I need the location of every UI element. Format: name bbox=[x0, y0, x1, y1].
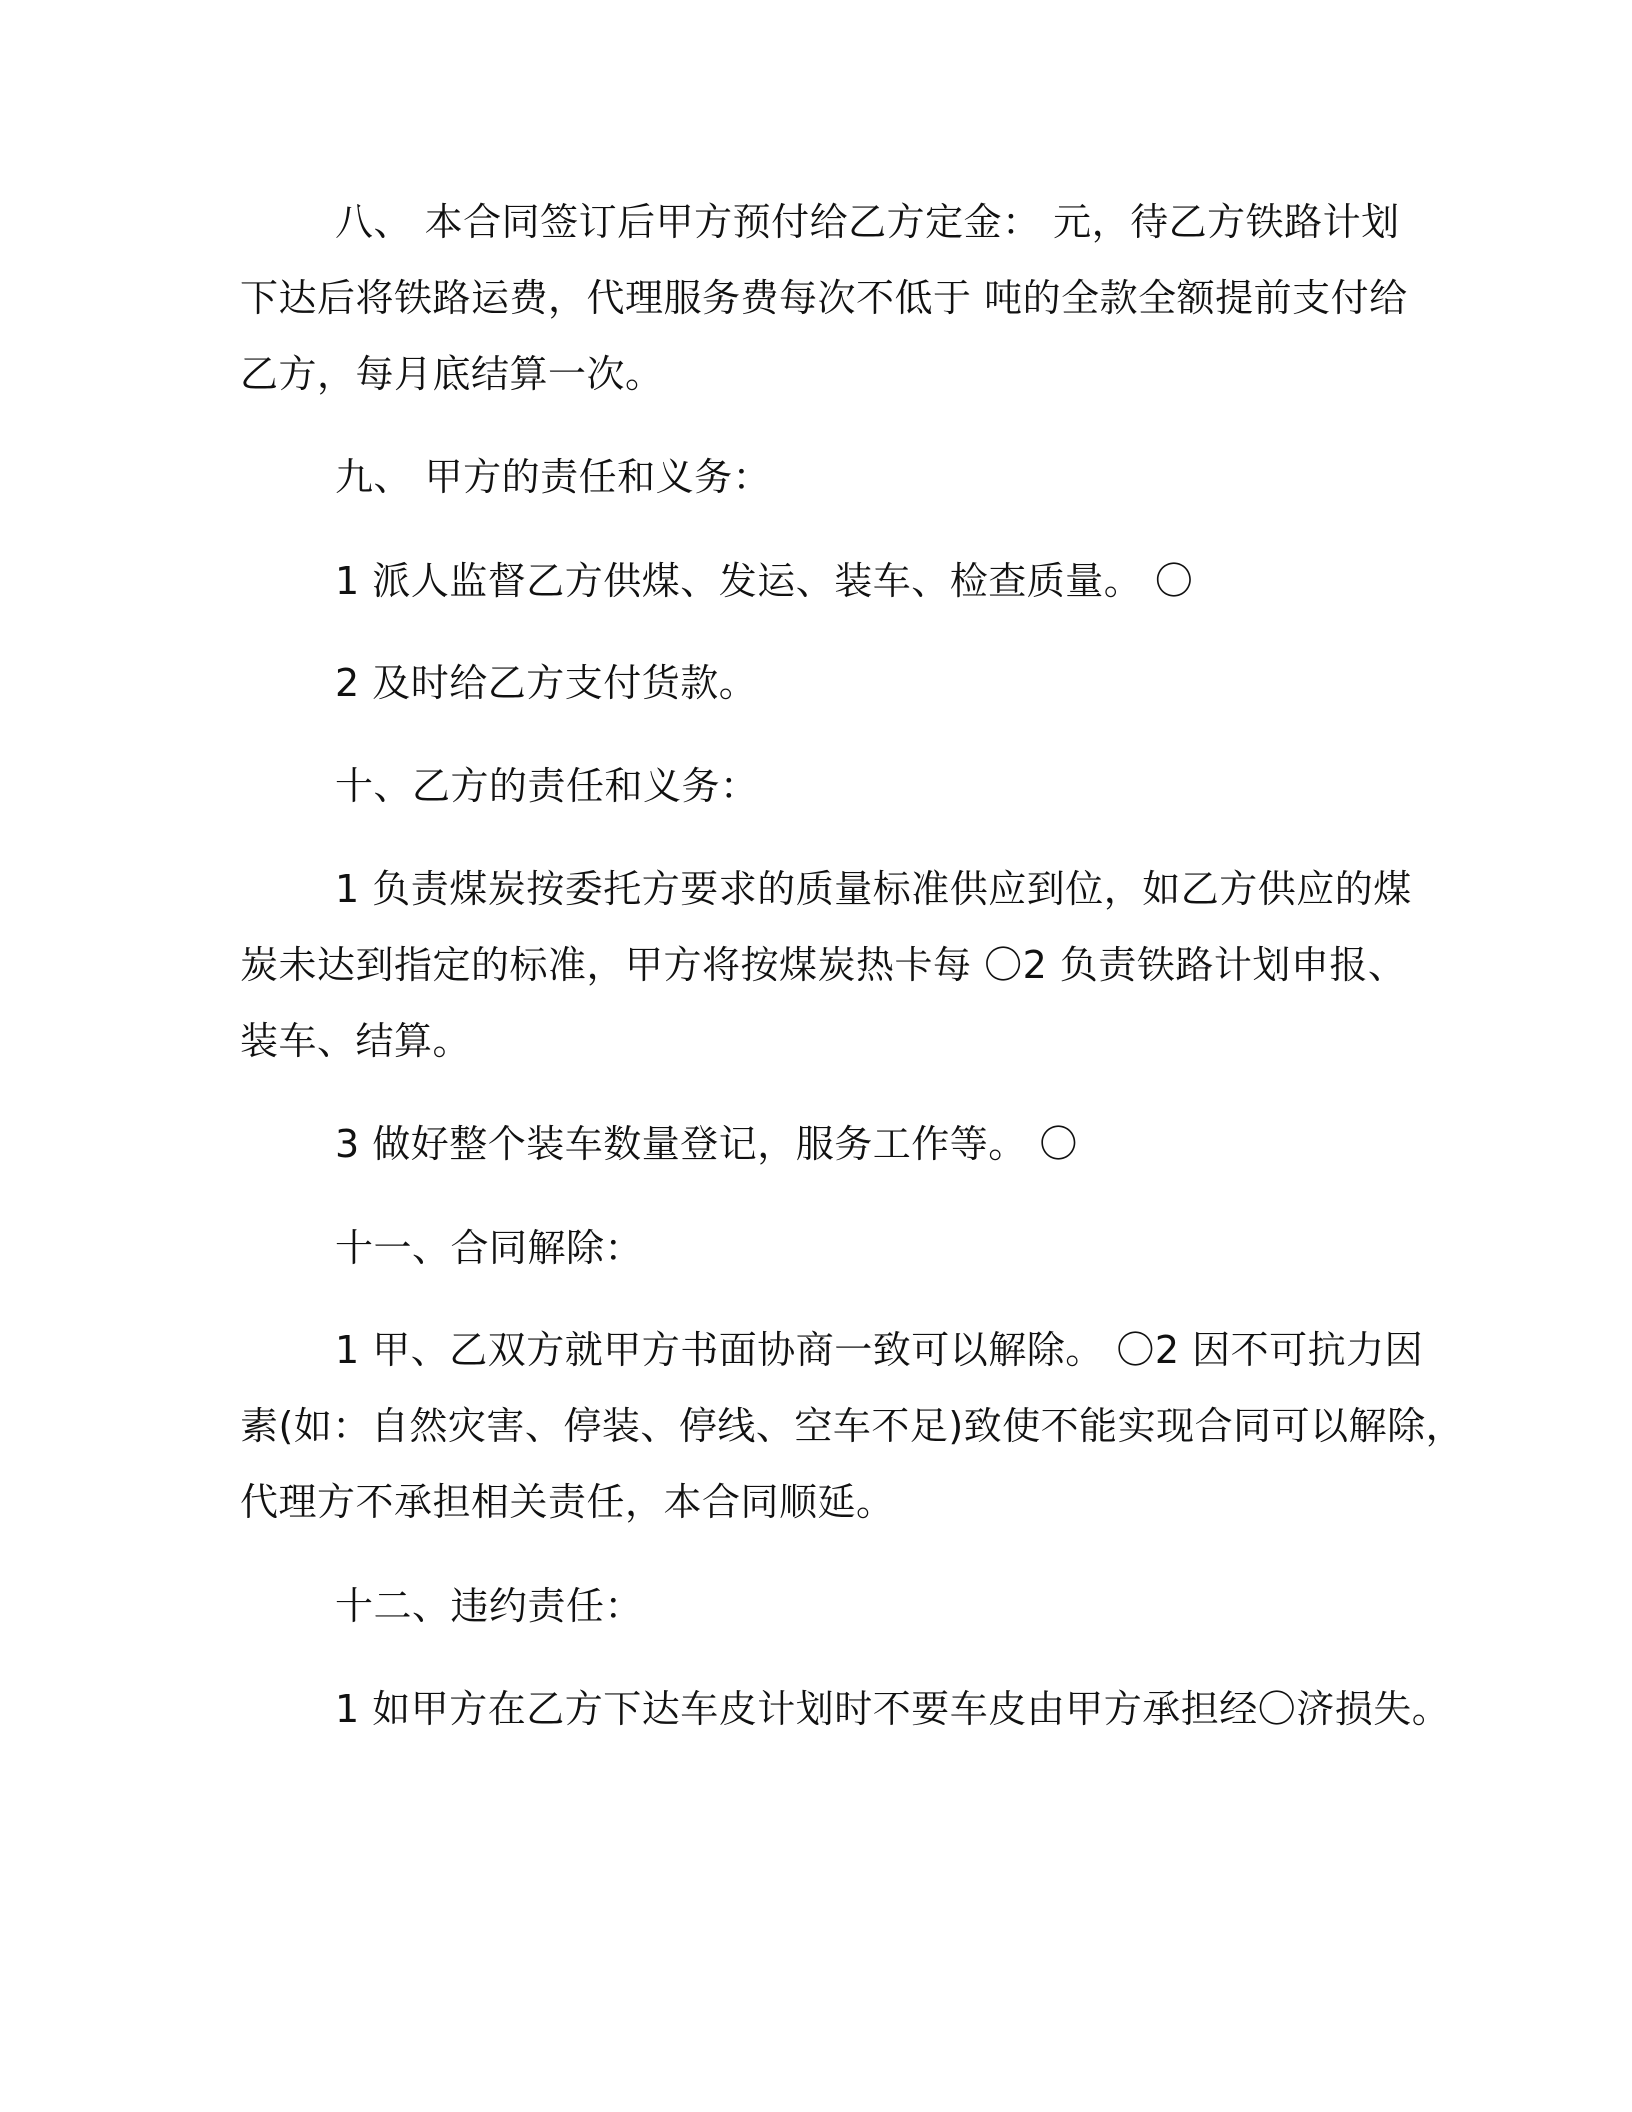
clause-10-item-1-line-3: 装车、结算。 bbox=[240, 1019, 472, 1063]
clause-11-heading: 十一、合同解除： bbox=[335, 1226, 644, 1270]
clause-10-item-3: 3 做好整个装车数量登记，服务工作等。 〇 bbox=[335, 1122, 1078, 1166]
clause-12-item-1: 1 如甲方在乙方下达车皮计划时不要车皮由甲方承担经〇济损失。 bbox=[335, 1687, 1451, 1731]
clause-10-item-1-line-1: 1 负责煤炭按委托方要求的质量标准供应到位，如乙方供应的煤 bbox=[335, 867, 1412, 911]
clause-10-item-1-line-2: 炭未达到指定的标准，甲方将按煤炭热卡每 〇2 负责铁路计划申报、 bbox=[240, 943, 1407, 987]
clause-9-item-1: 1 派人监督乙方供煤、发运、装车、检查质量。 〇 bbox=[335, 559, 1194, 603]
clause-9-heading: 九、 甲方的责任和义务： bbox=[335, 455, 772, 499]
clause-11-item-1-line-2: 素(如：自然灾害、停装、停线、空车不足)致使不能实现合同可以解除， bbox=[240, 1404, 1465, 1448]
clause-11-item-1-line-1: 1 甲、乙双方就甲方书面协商一致可以解除。 〇2 因不可抗力因 bbox=[335, 1328, 1424, 1372]
clause-11-item-1-line-3: 代理方不承担相关责任，本合同顺延。 bbox=[240, 1480, 895, 1524]
clause-12-heading: 十二、违约责任： bbox=[335, 1584, 644, 1628]
clause-8-line-2: 下达后将铁路运费，代理服务费每次不低于 吨的全款全额提前支付给 bbox=[240, 276, 1408, 320]
clause-8-line-1: 八、 本合同签订后甲方预付给乙方定金： 元，待乙方铁路计划 bbox=[335, 200, 1400, 244]
clause-10-heading: 十、乙方的责任和义务： bbox=[335, 764, 759, 808]
clause-9-item-2: 2 及时给乙方支付货款。 bbox=[335, 661, 758, 705]
clause-8-line-3: 乙方，每月底结算一次。 bbox=[240, 352, 664, 396]
